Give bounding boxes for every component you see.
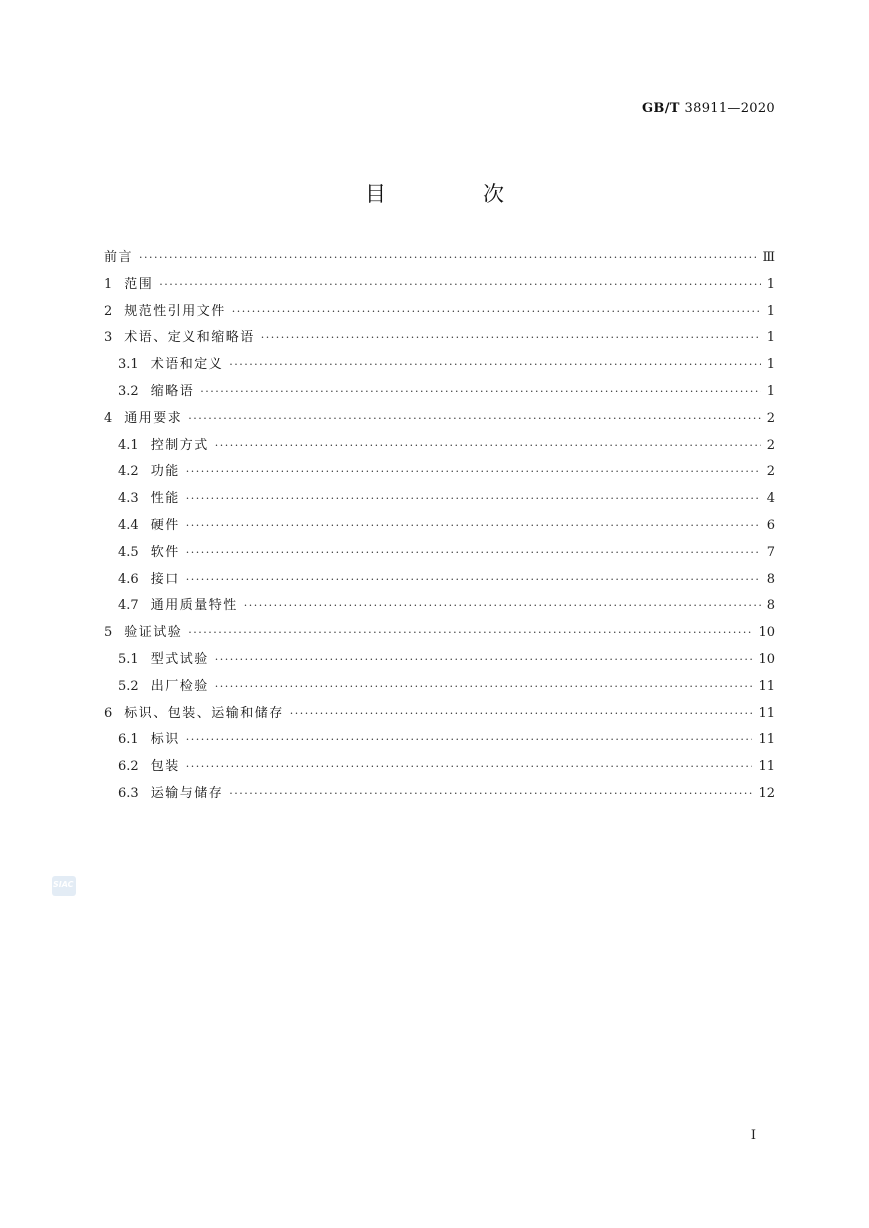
toc-entry[interactable]	[104, 567, 775, 594]
toc-entry-number: 4.1	[118, 437, 139, 453]
toc-entry-number: 4.5	[118, 544, 139, 560]
toc-entry-page: 1	[766, 330, 775, 346]
toc-entry-label: 标识	[150, 732, 180, 748]
toc-entry-label: 功能	[150, 464, 180, 480]
toc-entry-label: 出厂检验	[150, 678, 209, 694]
toc-entry[interactable]	[104, 674, 775, 701]
toc-entry[interactable]	[104, 593, 775, 620]
toc-leader-dots	[139, 245, 756, 272]
table-of-contents	[104, 245, 775, 808]
toc-entry[interactable]	[104, 701, 775, 728]
toc-entry-number: 4.2	[118, 464, 139, 480]
toc-entry-page: 6	[766, 517, 775, 533]
watermark-logo	[52, 876, 76, 896]
toc-entry[interactable]	[104, 620, 775, 647]
toc-entry[interactable]	[104, 245, 775, 272]
toc-entry-page: 11	[758, 759, 775, 775]
toc-leader-dots	[261, 325, 761, 352]
toc-leader-dots	[186, 567, 761, 594]
toc-leader-dots	[159, 272, 760, 299]
toc-entry-label: 术语和定义	[150, 357, 224, 373]
toc-entry-page: 4	[766, 491, 775, 507]
toc-entry-number: 6.2	[118, 759, 139, 775]
toc-entry-number: 3	[104, 330, 113, 346]
toc-entry-number: 6	[104, 705, 113, 721]
toc-entry-label: 缩略语	[150, 383, 195, 399]
toc-entry-label: 规范性引用文件	[124, 303, 226, 319]
toc-entry-number: 2	[104, 303, 113, 319]
toc-entry-page: 8	[766, 571, 775, 587]
toc-entry-number: 3.1	[118, 357, 139, 373]
toc-leader-dots	[200, 379, 761, 406]
toc-entry-label: 标识、包装、运输和储存	[124, 705, 284, 721]
toc-leader-dots	[188, 620, 752, 647]
toc-entry-page: 1	[766, 357, 775, 373]
toc-entry[interactable]	[104, 272, 775, 299]
toc-leader-dots	[186, 754, 753, 781]
toc-entry-page: 11	[758, 732, 775, 748]
toc-entry-number: 5.1	[118, 651, 139, 667]
toc-entry-page: 11	[758, 678, 775, 694]
toc-leader-dots	[215, 674, 753, 701]
toc-leader-dots	[186, 727, 753, 754]
toc-entry[interactable]	[104, 647, 775, 674]
toc-leader-dots	[229, 781, 752, 808]
watermark-text: SIAC	[53, 880, 74, 889]
toc-entry-page: 10	[758, 625, 775, 641]
page-number: I	[750, 1128, 756, 1143]
toc-entry[interactable]	[104, 513, 775, 540]
toc-leader-dots	[215, 647, 753, 674]
toc-entry[interactable]	[104, 754, 775, 781]
toc-entry[interactable]	[104, 433, 775, 460]
toc-entry-label: 运输与储存	[150, 785, 224, 801]
toc-entry-page: 8	[766, 598, 775, 614]
toc-entry[interactable]	[104, 379, 775, 406]
toc-entry-page: 10	[758, 651, 775, 667]
toc-leader-dots	[186, 513, 761, 540]
toc-entry-page: 1	[766, 303, 775, 319]
toc-entry-number: 1	[104, 276, 113, 292]
toc-leader-dots	[215, 433, 761, 460]
toc-entry-label: 通用质量特性	[150, 598, 238, 614]
toc-leader-dots	[186, 486, 761, 513]
toc-entry-page: 2	[766, 464, 775, 480]
toc-entry-number: 4.4	[118, 517, 139, 533]
toc-entry[interactable]	[104, 299, 775, 326]
toc-entry-page: 2	[766, 410, 775, 426]
toc-entry-label: 通用要求	[124, 410, 183, 426]
toc-entry-page: 2	[766, 437, 775, 453]
toc-entry[interactable]	[104, 727, 775, 754]
toc-entry[interactable]	[104, 325, 775, 352]
toc-leader-dots	[232, 299, 761, 326]
toc-entry-page: 1	[766, 383, 775, 399]
toc-entry-label: 前言	[104, 250, 134, 265]
toc-entry-label: 性能	[150, 491, 180, 507]
toc-leader-dots	[229, 352, 761, 379]
toc-entry[interactable]	[104, 781, 775, 808]
standard-prefix: GB/T	[642, 101, 680, 116]
toc-entry-page: 12	[758, 785, 775, 801]
toc-leader-dots	[290, 701, 753, 728]
toc-leader-dots	[244, 593, 761, 620]
toc-entry-label: 硬件	[150, 517, 180, 533]
toc-entry[interactable]	[104, 486, 775, 513]
toc-entry-number: 4	[104, 410, 113, 426]
toc-entry-number: 5.2	[118, 678, 139, 694]
toc-leader-dots	[188, 406, 760, 433]
toc-entry[interactable]	[104, 406, 775, 433]
toc-entry-number: 4.7	[118, 598, 139, 614]
toc-entry-number: 5	[104, 625, 113, 641]
standard-number: 38911—2020	[684, 101, 775, 116]
toc-entry-label: 接口	[150, 571, 180, 587]
toc-entry-page: 7	[766, 544, 775, 560]
toc-entry-number: 4.3	[118, 491, 139, 507]
toc-entry-number: 4.6	[118, 571, 139, 587]
toc-entry[interactable]	[104, 352, 775, 379]
toc-entry-label: 范围	[124, 276, 154, 292]
toc-leader-dots	[186, 459, 761, 486]
toc-entry-label: 包装	[150, 759, 180, 775]
toc-entry[interactable]	[104, 540, 775, 567]
toc-entry-label: 型式试验	[150, 651, 209, 667]
toc-entry-label: 控制方式	[150, 437, 209, 453]
toc-entry-page: 11	[758, 705, 775, 721]
toc-leader-dots	[186, 540, 761, 567]
standard-code	[642, 101, 775, 116]
toc-entry-label: 软件	[150, 544, 180, 560]
toc-entry[interactable]	[104, 459, 775, 486]
toc-entry-page: 1	[766, 276, 775, 292]
toc-entry-label: 术语、定义和缩略语	[124, 330, 255, 346]
toc-entry-number: 6.1	[118, 732, 139, 748]
toc-entry-number: 6.3	[118, 785, 139, 801]
toc-entry-number: 3.2	[118, 383, 139, 399]
page-title: 目 次	[365, 182, 542, 206]
toc-entry-page: Ⅲ	[762, 250, 775, 265]
toc-entry-label: 验证试验	[124, 625, 183, 641]
